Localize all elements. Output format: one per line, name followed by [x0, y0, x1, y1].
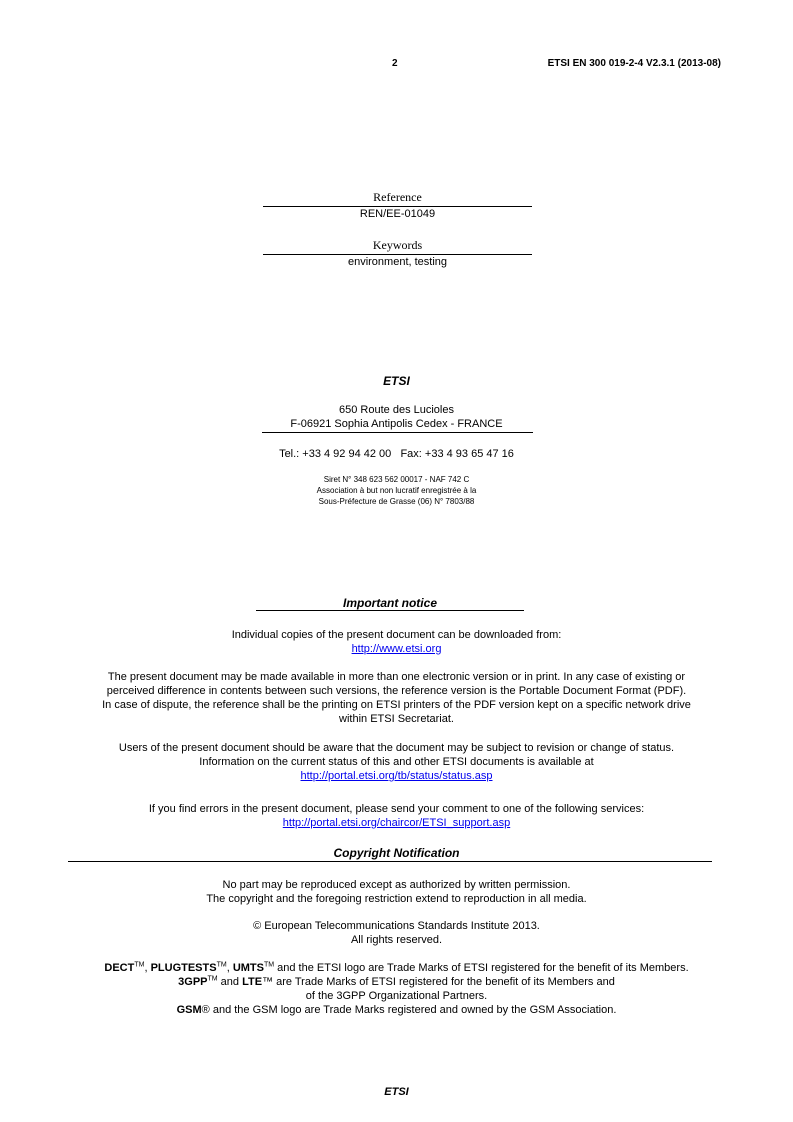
keywords-rule: [263, 254, 532, 255]
tm-line-4-tail: ® and the GSM logo are Trade Marks registered and owned by the GSM Association.: [201, 1004, 617, 1016]
organization-name: ETSI: [383, 374, 410, 388]
footer-etsi: ETSI: [384, 1086, 409, 1098]
tm-mark: TM: [134, 961, 145, 969]
trademark-line-1: [0, 962, 793, 975]
trademark-line-2: [0, 976, 793, 989]
notice-para1-line4: within ETSI Secretariat.: [339, 713, 454, 725]
phone-fax: Tel.: +33 4 92 94 42 00 Fax: +33 4 93 65 47 16: [279, 448, 514, 460]
copyright-rule: [68, 861, 712, 862]
address-rule: [262, 432, 533, 433]
tm-separator: ,: [144, 962, 151, 974]
tm-separator: ,: [226, 962, 233, 974]
tm-mark: TM: [263, 961, 275, 969]
reference-rule: [263, 206, 532, 207]
copyright-heading: Copyright Notification: [333, 846, 460, 860]
tm-lte: LTE: [242, 976, 263, 988]
support-link[interactable]: http://portal.etsi.org/chaircor/ETSI_support.asp: [282, 817, 511, 829]
copyright-line-2: The copyright and the foregoing restriction extend to reproduction in all media.: [206, 893, 587, 905]
notice-para1-line2: perceived difference in contents between such versions, the reference version is the Portable Document Format (PDF).: [106, 685, 687, 697]
address-line-2: F-06921 Sophia Antipolis Cedex - FRANCE: [290, 418, 503, 430]
download-text: Individual copies of the present document can be downloaded from:: [231, 629, 562, 641]
page-number: 2: [392, 58, 398, 69]
notice-para3-line1: If you find errors in the present document, please send your comment to one of the following services:: [148, 803, 645, 815]
copyright-line-3: © European Telecommunications Standards Institute 2013.: [253, 920, 540, 932]
notice-para1-line3: In case of dispute, the reference shall be the printing on ETSI printers of the PDF version kept on a specific network drive: [102, 699, 691, 711]
trademark-line-3: of the 3GPP Organizational Partners.: [305, 990, 488, 1002]
etsi-website-link[interactable]: http://www.etsi.org: [351, 643, 442, 655]
keywords-value: environment, testing: [347, 256, 448, 268]
keywords-label: Keywords: [372, 238, 423, 252]
reference-value: REN/EE-01049: [359, 208, 436, 220]
notice-para2-line2: Information on the current status of this and other ETSI documents is available at: [199, 756, 594, 768]
notice-para2-line1: Users of the present document should be aware that the document may be subject to revision or change of status.: [118, 742, 675, 754]
tm-dect: DECT: [104, 962, 135, 974]
important-notice-heading: Important notice: [342, 596, 437, 610]
tm-plugtests: PLUGTESTS: [150, 962, 217, 974]
address-line-1: 650 Route des Lucioles: [339, 404, 454, 416]
document-id: ETSI EN 300 019-2-4 V2.3.1 (2013-08): [547, 58, 721, 69]
tm-mark: TM: [216, 961, 227, 969]
trademark-line-4: [0, 1004, 793, 1017]
tm-umts: UMTS: [232, 962, 264, 974]
legal-line-1: Siret N° 348 623 562 00017 - NAF 742 C: [323, 475, 470, 484]
tm-line-2-mid: and: [217, 976, 243, 988]
notice-para1-line1: The present document may be made available in more than one electronic version or in print. In any case of existing or: [107, 671, 686, 683]
copyright-line-1: No part may be reproduced except as authorized by written permission.: [222, 879, 571, 891]
tm-mark: TM: [207, 975, 218, 983]
legal-line-2: Association à but non lucratif enregistrée à la: [316, 486, 477, 495]
important-notice-rule: [256, 610, 524, 611]
tm-line-2-tail: ™ are Trade Marks of ETSI registered for the benefit of its Members and: [262, 976, 615, 988]
copyright-line-4: All rights reserved.: [350, 934, 443, 946]
tm-gsm: GSM: [176, 1004, 202, 1016]
tm-3gpp: 3GPP: [178, 976, 208, 988]
status-link[interactable]: http://portal.etsi.org/tb/status/status.asp: [300, 770, 493, 782]
tm-line-1-tail: and the ETSI logo are Trade Marks of ETSI registered for the benefit of its Members.: [274, 962, 689, 974]
legal-line-3: Sous-Préfecture de Grasse (06) N° 7803/88: [318, 497, 475, 506]
reference-label: Reference: [373, 190, 422, 204]
